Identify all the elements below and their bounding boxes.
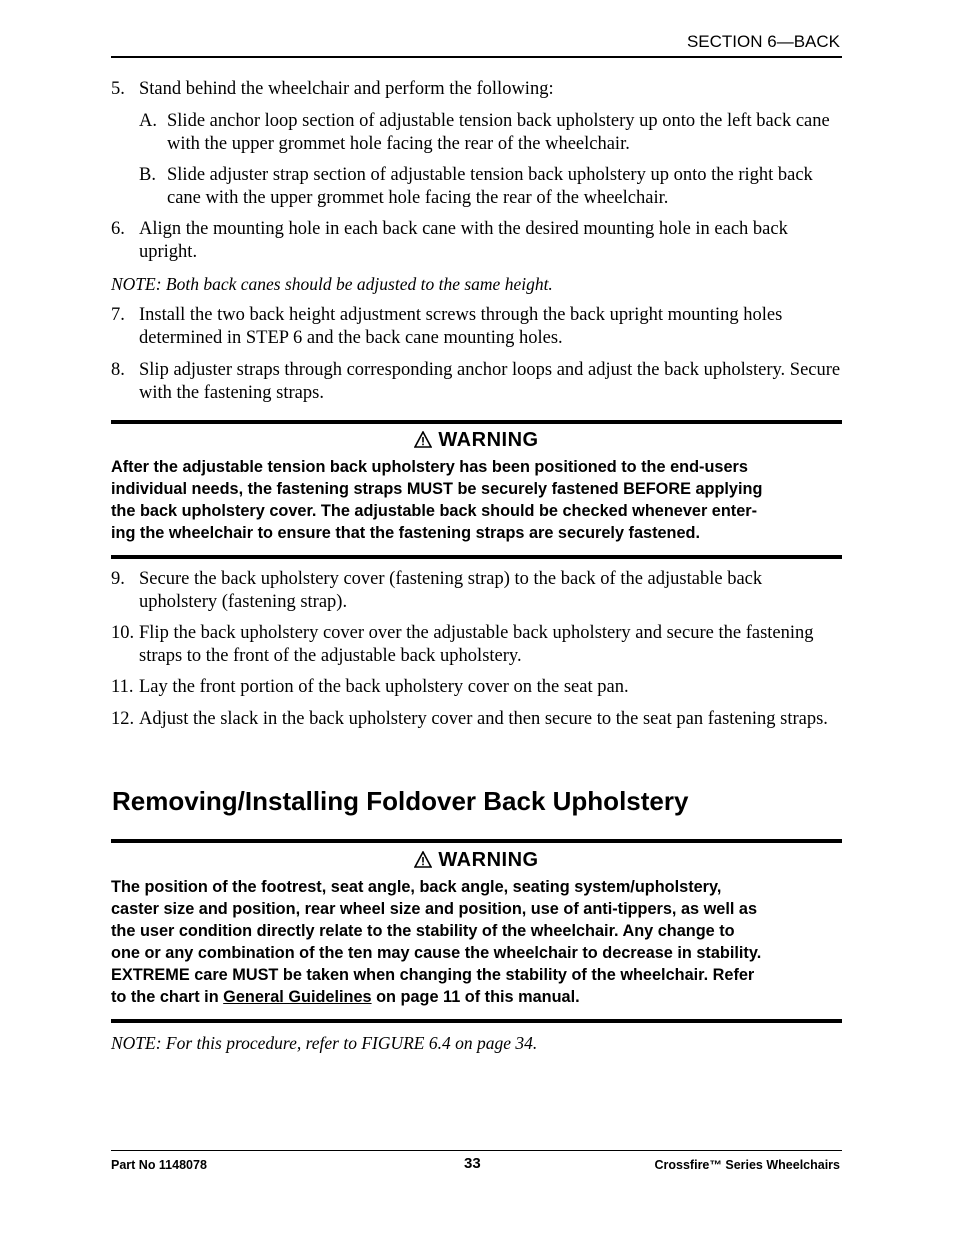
general-guidelines-link[interactable]: General Guidelines: [223, 988, 372, 1006]
step-5b: B. Slide adjuster strap section of adjustable tension back upholstery up onto the right back cane with the upper grommet hole facing the rear of the wheelchair.: [139, 165, 813, 208]
step-5a: A. Slide anchor loop section of adjustable tension back upholstery up onto the left back cane with the upper grommet hole facing the rear of the wheelchair.: [139, 111, 830, 154]
product-name: Crossfire™ Series Wheelchairs: [654, 1158, 840, 1172]
step-5: 5. Stand behind the wheelchair and perform the following:: [111, 79, 554, 99]
step-7: 7. Install the two back height adjustment screws through the back upright mounting holes determined in STEP 6 and the back cane mounting holes.: [111, 305, 783, 348]
section-heading: Removing/Installing Foldover Back Upholstery: [112, 786, 689, 816]
warning-last-line: to the chart in General Guidelines on page 11 of this manual.: [111, 988, 580, 1006]
warning-heading: WARNING: [111, 849, 842, 872]
step-6: 6. Align the mounting hole in each back cane with the desired mounting hole in each back upright.: [111, 219, 788, 262]
step-12: 12. Adjust the slack in the back upholstery cover and then secure to the seat pan fastening straps.: [111, 709, 828, 729]
warning-top-rule: [111, 839, 842, 843]
note-figure-ref: NOTE: For this procedure, refer to FIGURE 6.4 on page 34.: [111, 1033, 538, 1053]
warning-triangle-icon: [414, 851, 432, 868]
step-8: 8. Slip adjuster straps through corresponding anchor loops and adjust the back upholstery. Secure with the fastening straps.: [111, 360, 841, 403]
note-canes: NOTE: Both back canes should be adjusted to the same height.: [111, 274, 553, 294]
warning-top-rule: [111, 420, 842, 424]
section-label: SECTION 6—BACK: [686, 32, 840, 51]
part-number: Part No 1148078: [111, 1158, 207, 1172]
step-9: 9. Secure the back upholstery cover (fastening strap) to the back of the adjustable back upholstery (fastening strap).: [111, 569, 763, 612]
page-number: 33: [464, 1155, 481, 1172]
step-11: 11. Lay the front portion of the back upholstery cover on the seat pan.: [111, 677, 629, 697]
warning-bottom-rule: [111, 1019, 842, 1023]
page-footer: [111, 1150, 842, 1172]
warning-triangle-icon: [414, 431, 432, 448]
warning-bottom-rule: [111, 555, 842, 559]
warning-heading: WARNING: [111, 429, 842, 452]
warning-text: After the adjustable tension back upholstery has been positioned to the end-users individual needs, the fastening straps MUST be securely fastened BEFORE applying the back upholstery cover. The adjustable back should be checked whenever enter- ing the wheelchair to ensure that the fastening straps are securely fastened.: [111, 458, 763, 542]
warning-text: The position of the footrest, seat angle, back angle, seating system/upholstery, caster size and position, rear wheel size and position, use of anti-tippers, as well as the user condition directly relate to the stability of the wheelchair. Any change to one or any combination of the ten may cause the wheelchair to decrease in stability. EXTREME care MUST be taken when changing the stability of the wheelchair. Refer to the chart in General Guidelines on page 11 of this manual.: [111, 876, 842, 1008]
page-header: [111, 30, 842, 58]
step-10: 10. Flip the back upholstery cover over the adjustable back upholstery and secure the fastening straps to the front of the adjustable back upholstery.: [111, 623, 814, 666]
